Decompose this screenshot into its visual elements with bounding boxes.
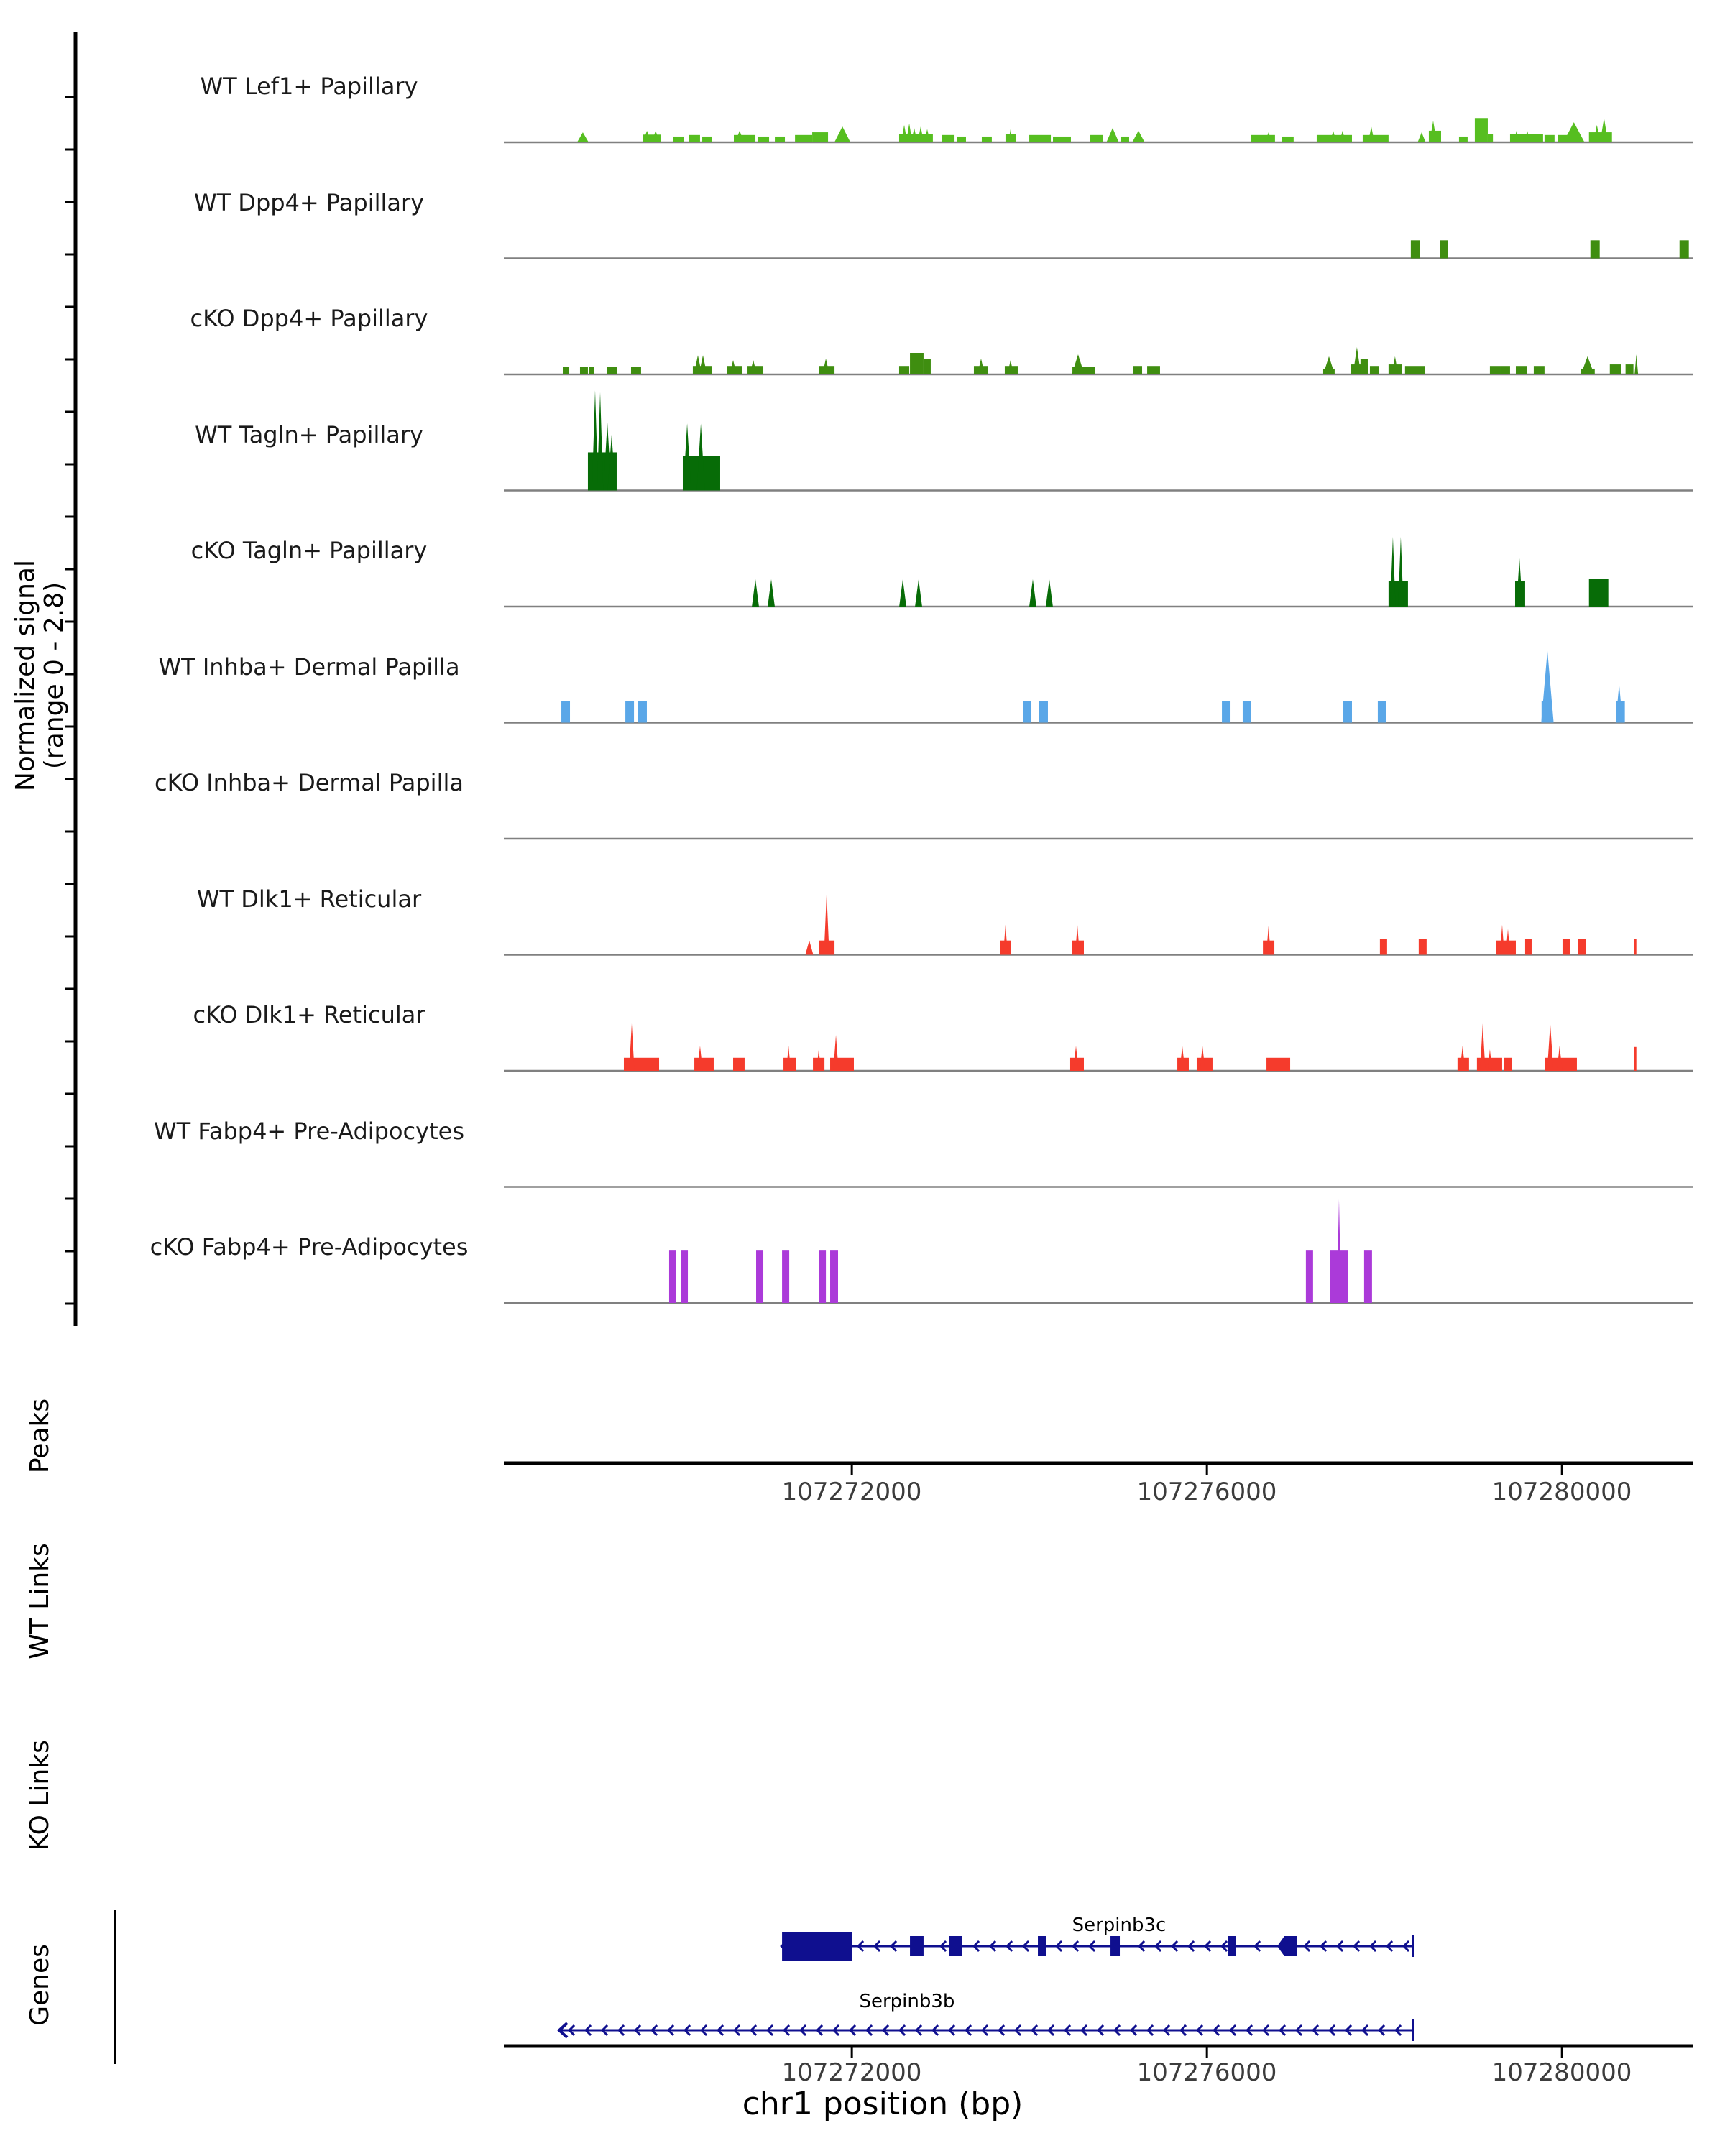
y-axis-range-label: (range 0 - 2.8) [40,581,69,770]
signal-peak-spike [1368,126,1375,142]
signal-peak-spike [1003,925,1008,955]
signal-peak-spike [1106,128,1118,142]
signal-peak-block [638,701,647,723]
signal-peak-block [1516,366,1527,374]
signal-peak-block [1266,1058,1290,1071]
gene-label-serpinb3b: Serpinb3b [859,1991,955,2012]
signal-peak-block [1534,366,1545,374]
signal-peak-spike [1323,356,1335,374]
signal-peak-block [1363,135,1389,142]
signal-peak-block [1411,240,1420,258]
signal-peak-block [1501,366,1510,374]
y-axis-label: Normalized signal [11,559,40,792]
signal-peak-spike [1132,131,1144,142]
gene-exon [910,1936,924,1956]
signal-peak-spike [699,355,707,374]
gene-exon [1110,1936,1120,1956]
signal-peak-spike [1075,925,1080,955]
signal-peak-spike [1600,118,1608,142]
signal-peak-spike [899,579,906,607]
signal-peak-block [1378,701,1386,723]
signal-peak-block [812,132,828,142]
track-label-wt-tagln: WT Tagln+ Papillary [195,421,423,448]
signal-peak-block [830,1250,838,1303]
signal-peak-block [982,137,992,142]
signal-peak-block [589,367,594,374]
bottom-axis-tick-107280000: 107280000 [1491,2058,1632,2087]
signal-peak-block [1488,134,1493,142]
signal-peak-block [689,135,700,142]
bottom-axis-tick-107272000: 107272000 [781,2058,922,2087]
signal-peak-block [1405,366,1425,374]
track-label-wt-fabp4: WT Fabp4+ Pre-Adipocytes [154,1118,464,1145]
signal-peak-block [1419,939,1427,955]
signal-peak-block [1282,137,1294,142]
signal-peak-block [1525,939,1532,955]
signal-peak-block [694,1058,714,1071]
signal-peak-spike [1353,347,1361,374]
signal-peak-spike [1480,1023,1485,1071]
signal-peak-block [1222,701,1230,723]
signal-peak-spike [1581,356,1595,374]
signal-peak-block [1475,118,1488,142]
signal-peak-block [924,359,931,374]
signal-peak-block [1147,366,1160,374]
signal-peak-spike [824,893,829,954]
signal-peak-block [957,137,966,142]
section-label-wt-links: WT Links [25,1543,55,1659]
signal-peak-block [782,1250,789,1303]
signal-peak-block [1053,137,1071,142]
peaks-axis-tick-107272000: 107272000 [781,1478,922,1506]
signal-peak-block [1121,137,1129,142]
signal-peak-spike [1541,650,1553,722]
signal-peak-block [561,701,570,723]
signal-peak-block [1364,1250,1372,1303]
track-label-cko-dlk1: cKO Dlk1+ Reticular [193,1001,426,1028]
signal-peak-block [702,137,712,142]
signal-peak-spike [592,390,599,490]
signal-peak-spike [577,132,589,142]
signal-peak-block [1370,366,1379,374]
track-label-cko-fabp4: cKO Fabp4+ Pre-Adipocytes [150,1233,469,1261]
signal-peak-block [1680,240,1689,258]
signal-peak-spike [768,579,775,607]
signal-peak-block [910,353,924,374]
signal-peak-spike [1547,1023,1554,1071]
section-label-peaks: Peaks [25,1398,55,1474]
signal-peak-block [673,137,684,142]
signal-peak-spike [1072,354,1084,374]
signal-peak-block [1343,701,1352,723]
signal-peak-block [1029,135,1051,142]
signal-peak-block [1039,701,1048,723]
signal-peak-block [942,135,954,142]
signal-peak-spike [915,579,922,607]
signal-peak-block [1306,1250,1313,1303]
peaks-axis-tick-107280000: 107280000 [1491,1478,1632,1506]
signal-peak-spike [906,124,913,142]
signal-peak-block [1361,359,1368,374]
signal-peak-block [1610,364,1622,374]
track-label-wt-dpp4: WT Dpp4+ Papillary [193,189,425,216]
signal-peak-block [1563,939,1570,955]
signal-peak-spike [597,392,604,491]
signal-peak-block [1634,939,1637,955]
signal-peak-block [1243,701,1251,723]
signal-peak-spike [1398,537,1403,607]
section-label-ko-links: KO Links [25,1740,55,1851]
signal-peak-block [1504,1058,1512,1071]
signal-peak-spike [834,126,850,142]
signal-peak-block [624,1058,659,1071]
x-axis-title: chr1 position (bp) [742,2086,1024,2122]
signal-peak-block [669,1250,676,1303]
signal-peak-block [795,135,812,142]
signal-peak-block [631,367,641,374]
track-label-wt-inhba: WT Inhba+ Dermal Papilla [158,653,460,681]
signal-peak-spike [1046,579,1053,607]
signal-peak-block [899,366,909,374]
signal-peak-block [1545,135,1555,142]
gene-exon [1228,1936,1236,1956]
peaks-axis-tick-107276000: 107276000 [1136,1478,1277,1506]
signal-peak-spike [1634,354,1638,374]
signal-peak-block [607,367,617,374]
gene-label-serpinb3c: Serpinb3c [1072,1915,1167,1936]
section-label-genes: Genes [25,1944,55,2026]
signal-peak-spike [629,1023,634,1071]
gene-exon-large [782,1932,852,1961]
track-label-wt-lef1: WT Lef1+ Papillary [200,73,418,100]
track-label-cko-dpp4: cKO Dpp4+ Papillary [190,305,428,332]
signal-peak-spike [901,125,908,142]
signal-peak-spike [1563,122,1585,142]
signal-peak-block [819,1250,826,1303]
gene-exon [949,1936,962,1956]
signal-peak-spike [1266,926,1271,954]
signal-peak-spike [1390,537,1395,607]
track-label-cko-inhba: cKO Inhba+ Dermal Papilla [155,769,464,796]
signal-peak-spike [805,941,813,955]
signal-peak-block [625,701,634,723]
gene-exon-pointed [1277,1936,1297,1956]
signal-peak-block [1380,939,1387,955]
signal-peak-block [1490,366,1501,374]
signal-peak-block [681,1250,688,1303]
signal-peak-block [1578,939,1586,955]
signal-peak-block [1626,364,1634,374]
signal-peak-spike [1417,132,1425,142]
signal-peak-block [1133,366,1142,374]
signal-peak-block [1459,137,1468,142]
signal-peak-block [1440,240,1448,258]
track-label-wt-dlk1: WT Dlk1+ Reticular [196,885,422,913]
signal-peak-block [775,137,785,142]
signal-peak-block [756,1250,763,1303]
signal-peak-block [758,137,769,142]
signal-peak-block [733,1058,745,1071]
signal-peak-block [580,367,588,374]
signal-peak-spike [833,1035,838,1071]
signal-peak-block [1589,579,1609,607]
signal-peak-block [563,367,569,374]
signal-peak-block [1023,701,1031,723]
signal-peak-block [1634,1047,1637,1071]
signal-peak-spike [752,579,759,607]
signal-peak-spike [1029,579,1036,607]
track-label-cko-tagln: cKO Tagln+ Papillary [190,537,428,564]
signal-peak-block [1591,240,1600,258]
gene-exon [1038,1936,1046,1956]
signal-peak-spike [1500,925,1504,955]
bottom-axis-tick-107276000: 107276000 [1136,2058,1277,2087]
signal-peak-block [1090,135,1103,142]
